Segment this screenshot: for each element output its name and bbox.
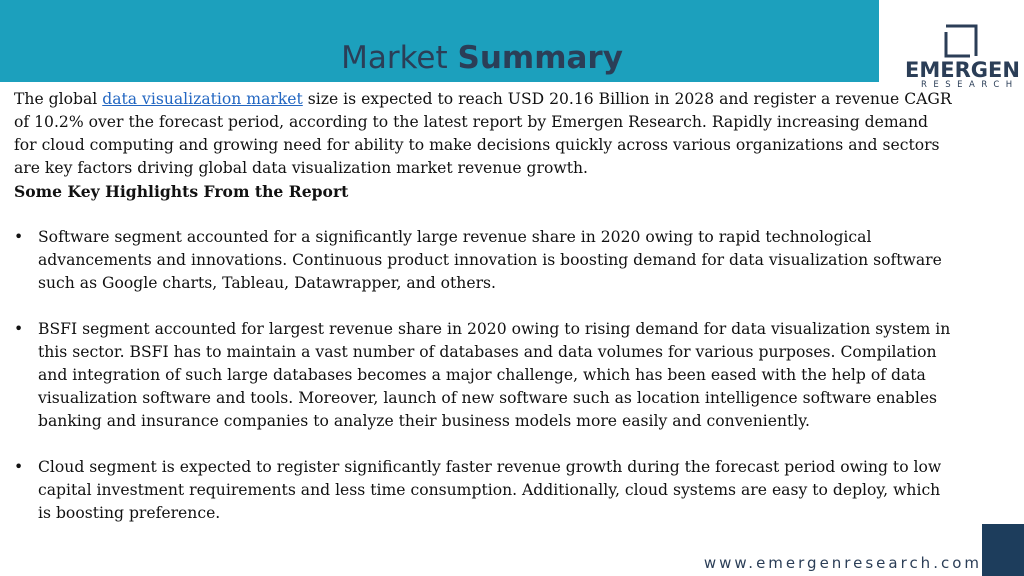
logo-subtitle: RESEARCH xyxy=(921,80,1019,90)
highlights-heading: Some Key Highlights From the Report xyxy=(14,182,349,201)
intro-paragraph xyxy=(14,88,954,180)
page-title-light: Market xyxy=(341,40,448,76)
website-url: www.emergenresearch.com xyxy=(703,554,982,572)
bullet-icon: • xyxy=(14,458,24,476)
highlight-text: Cloud segment is expected to register significantly faster revenue growth during the forecast period owing to low capital investment requirements and less time consumption. Additionally, cloud systems are easy to deploy, which is boosting preference. xyxy=(38,458,942,522)
logo-wordmark: EMERGEN xyxy=(905,58,1020,82)
emergen-logo xyxy=(905,20,1020,92)
page-title-bold: Summary xyxy=(457,40,623,76)
highlight-text: BSFI segment accounted for largest revenue share in 2020 owing to rising demand for data visualization system in this sector. BSFI has to maintain a vast number of databases and data volumes for various purposes. Compilation and integration of such large databases becomes a major challenge, which has been eased with the help of data visualization software and tools. Moreover, launch of new software such as location intelligence software enables banking and insurance companies to analyze their business models more easily and conveniently. xyxy=(38,320,951,430)
highlight-item-cloud xyxy=(14,456,954,525)
page-title xyxy=(0,38,964,78)
bullet-icon: • xyxy=(14,320,24,338)
highlight-item-bsfi xyxy=(14,318,954,433)
highlights-list xyxy=(14,226,954,525)
spacer xyxy=(14,203,954,226)
intro-text-start: The global xyxy=(14,90,103,108)
emergen-square-icon xyxy=(943,22,979,58)
intro-text-end: size is expected to reach USD 20.16 Billion in 2028 and register a revenue CAGR of 10.2% over the forecast period, according to the latest report by Emergen Research. Rapidly increasing demand for cloud computing and growing need for ability to make decisions quickly across various organizations and sectors are key factors driving global data visualization market revenue growth. xyxy=(14,90,952,177)
highlight-item-software xyxy=(14,226,954,295)
data-visualization-market-link[interactable]: data visualization market xyxy=(102,90,303,108)
highlight-text: Software segment accounted for a significantly large revenue share in 2020 owing to rapid technological advancements and innovations. Continuous product innovation is boosting demand for data visualization software such as Google charts, Tableau, Datawrapper, and others. xyxy=(38,228,942,292)
bullet-icon: • xyxy=(14,228,24,246)
market-summary-content xyxy=(14,88,954,525)
corner-accent xyxy=(982,524,1024,576)
